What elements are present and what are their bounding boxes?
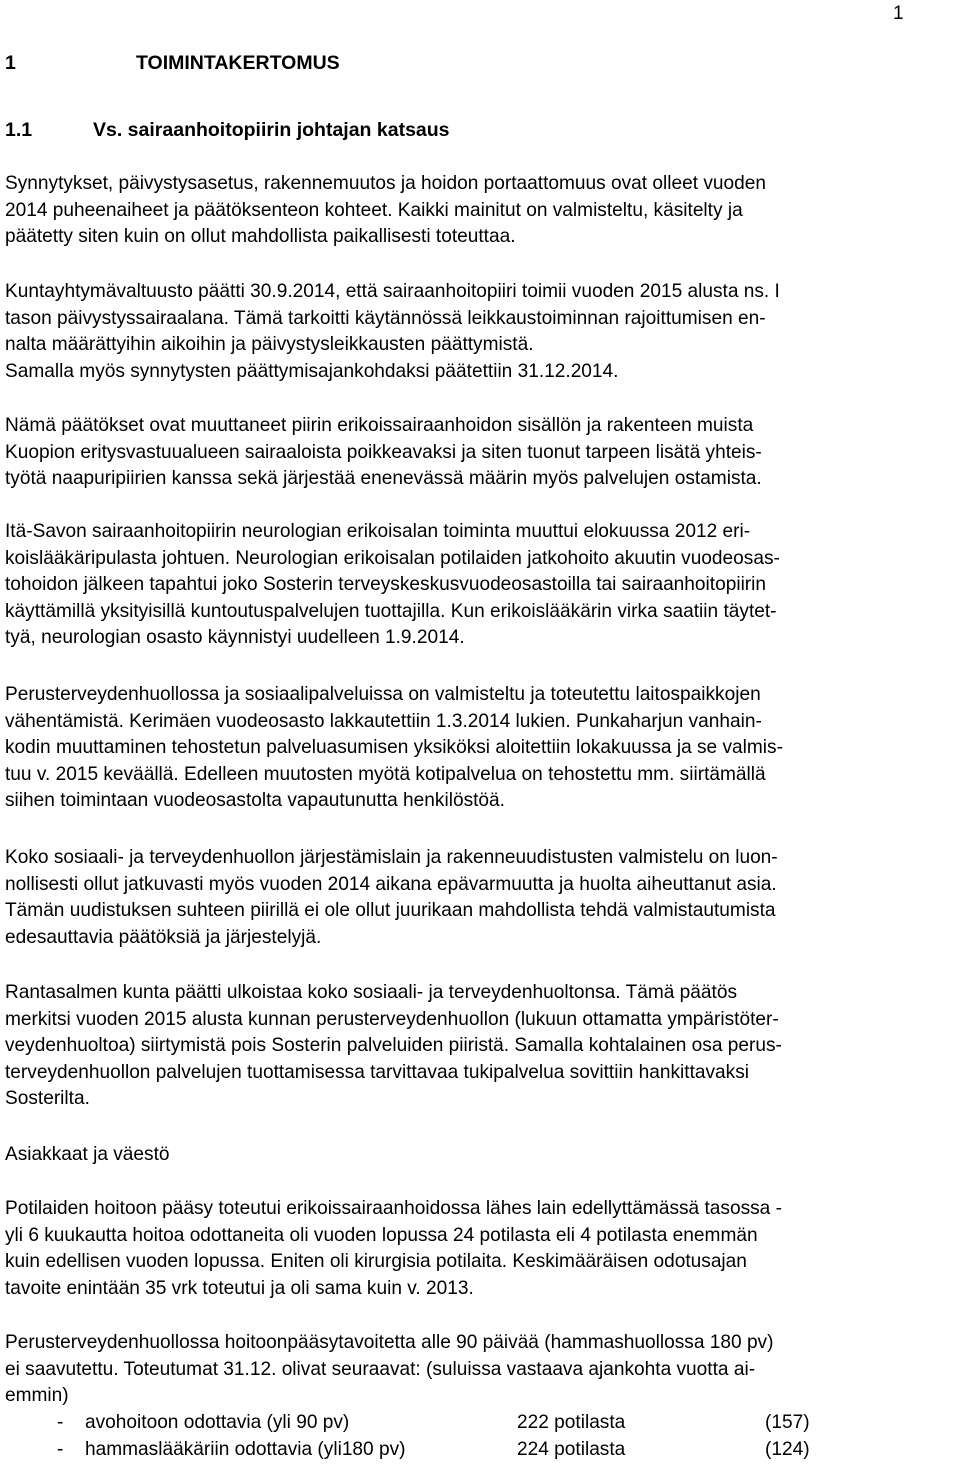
text-line: Perusterveydenhuollossa ja sosiaalipalveluissa on valmisteltu ja toteutettu laitospaikkojen <box>5 684 761 705</box>
text-line: tohoidon jälkeen tapahtui joko Sosterin terveyskeskusvuodeosastoilla tai sairaanhoitopiirin <box>5 574 767 595</box>
text-line: tuu v. 2015 keväällä. Edelleen muutosten myötä kotipalvelua on tehostettu mm. siirtämällä <box>5 763 766 785</box>
text-line: 2014 puheenaiheet ja päätöksenteon kohteet. Kaikki mainitut on valmisteltu, käsitelty ja <box>5 199 743 221</box>
text-line: Nämä päätökset ovat muuttaneet piirin erikoissairaanhoidon sisällön ja rakenteen muista <box>5 415 754 436</box>
chapter-heading <box>5 50 340 76</box>
text-line: kuin edellisen vuoden lopussa. Eniten oli kirurgisia potilaita. Keskimääräisen odotusajan <box>5 1251 747 1272</box>
text-line: veydenhuoltoa) siirtymistä pois Sosterin palveluiden piiristä. Samalla kohtalainen osa perus- <box>5 1035 782 1056</box>
list-value: 222 potilasta <box>517 1412 626 1433</box>
text-line: Rantasalmen kunta päätti ulkoistaa koko sosiaali- ja terveydenhuoltonsa. Tämä päätös <box>5 982 738 1003</box>
chapter-title: TOIMINTAKERTOMUS <box>136 52 340 74</box>
text-line: käyttämillä yksityisillä kuntoutuspalvelujen tuottajilla. Kun erikoislääkärin virka saatiin täytet- <box>5 600 777 622</box>
paragraph-5 <box>5 682 950 815</box>
text-line: vähentämistä. Kerimäen vuodeosasto lakkautettiin 1.3.2014 lukien. Punkaharjun vanhain- <box>5 710 762 732</box>
text-line: tavoite enintään 35 vrk toteutui ja oli sama kuin v. 2013. <box>5 1277 474 1299</box>
list-label: hammaslääkäriin odottavia (yli180 pv) <box>85 1439 406 1460</box>
section-title: Vs. sairaanhoitopiirin johtajan katsaus <box>93 119 450 141</box>
text-line: terveydenhuollon palvelujen tuottamisessa tarvittavaa tukipalvelua sovittiin hankittavaksi <box>5 1061 750 1083</box>
section-heading <box>5 117 450 143</box>
text-line: yli 6 kuukautta hoitoa odottaneita oli vuoden lopussa 24 potilasta eli 4 potilasta enemmän <box>5 1224 758 1246</box>
page-number: 1 <box>893 3 904 24</box>
list-label: avohoitoon odottavia (yli 90 pv) <box>85 1412 350 1433</box>
subheading: Asiakkaat ja väestö <box>5 1144 170 1165</box>
text-line: Itä-Savon sairaanhoitopiirin neurologian erikoisalan toiminta muuttui elokuussa 2012 eri- <box>5 521 751 542</box>
text-line: päätetty siten kuin on ollut mahdollista paikallisesti toteuttaa. <box>5 226 516 247</box>
paragraph-2 <box>5 279 950 385</box>
text-line: emmin) <box>5 1385 69 1406</box>
paragraph-7 <box>5 980 950 1113</box>
list-previous: (157) <box>765 1412 810 1433</box>
text-line: Synnytykset, päivystysasetus, rakennemuutos ja hoidon portaattomuus ovat olleet vuoden <box>5 173 767 194</box>
text-line: Samalla myös synnytysten päättymisajankohdaksi päätettiin 31.12.2014. <box>5 360 619 382</box>
text-line: merkitsi vuoden 2015 alusta kunnan perusterveydenhuollon (lukuun ottamatta ympäristöter- <box>5 1008 779 1030</box>
section-number: 1.1 <box>5 119 33 141</box>
list-value: 224 potilasta <box>517 1439 626 1460</box>
list-dash: - <box>57 1439 64 1460</box>
paragraph-8 <box>5 1196 950 1302</box>
text-line: siihen toimintaan vuodeosastolta vapautunutta henkilöstöä. <box>5 790 505 811</box>
text-line: Sosterilta. <box>5 1088 90 1109</box>
text-line: Potilaiden hoitoon pääsy toteutui erikoissairaanhoidossa lähes lain edellyttämässä tasossa - <box>5 1198 782 1219</box>
text-line: Kuopion eritysvastuualueen sairaaloista poikkeavaksi ja siten tuonut tarpeen lisätä yhteis- <box>5 441 762 463</box>
waiting-list <box>5 1409 905 1463</box>
paragraph-1 <box>5 171 950 251</box>
list-item <box>5 1436 905 1463</box>
chapter-number: 1 <box>5 52 16 74</box>
text-line: nollisesti ollut jatkuvasti myös vuoden 2014 aikana epävarmuutta ja huolta aiheuttanut asia. <box>5 873 777 895</box>
text-line: koislääkäripulasta johtuen. Neurologian erikoisalan potilaiden jatkohoito akuutin vuodeosas- <box>5 547 780 569</box>
text-line: Koko sosiaali- ja terveydenhuollon järjestämislain ja rakenneuudistusten valmistelu on luon- <box>5 847 778 868</box>
text-line: nalta määrättyihin aikoihin ja päivystysleikkausten päättymistä. <box>5 334 534 355</box>
text-line: työtä naapuripiirien kanssa sekä järjestää enenevässä määrin myös palvelujen ostamista. <box>5 468 762 489</box>
text-line: edesauttavia päätöksiä ja järjestelyjä. <box>5 926 322 948</box>
list-previous: (124) <box>765 1439 810 1460</box>
list-item <box>5 1409 905 1436</box>
paragraph-3 <box>5 413 950 493</box>
paragraph-4 <box>5 519 950 652</box>
paragraph-6 <box>5 845 950 951</box>
text-line: tyä, neurologian osasto käynnistyi uudelleen 1.9.2014. <box>5 627 465 648</box>
text-line: Tämän uudistuksen suhteen piirillä ei ole ollut juurikaan mahdollista tehdä valmistautumista <box>5 900 776 921</box>
text-line: Perusterveydenhuollossa hoitoonpääsytavoitetta alle 90 päivää (hammashuollossa 180 pv) <box>5 1332 774 1353</box>
paragraph-9 <box>5 1330 950 1410</box>
text-line: ei saavutettu. Toteutumat 31.12. olivat seuraavat: (suluissa vastaava ajankohta vuotta ai- <box>5 1358 756 1380</box>
list-dash: - <box>57 1412 64 1433</box>
text-line: tason päivystyssairaalana. Tämä tarkoitti käytännössä leikkaustoiminnan rajoittumisen en- <box>5 307 766 329</box>
text-line: kodin muuttaminen tehostetun palveluasumisen yksiköksi aloitettiin lokakuussa ja se valmis- <box>5 737 783 758</box>
text-line: Kuntayhtymävaltuusto päätti 30.9.2014, että sairaanhoitopiiri toimii vuoden 2015 alusta ns. I <box>5 281 780 302</box>
